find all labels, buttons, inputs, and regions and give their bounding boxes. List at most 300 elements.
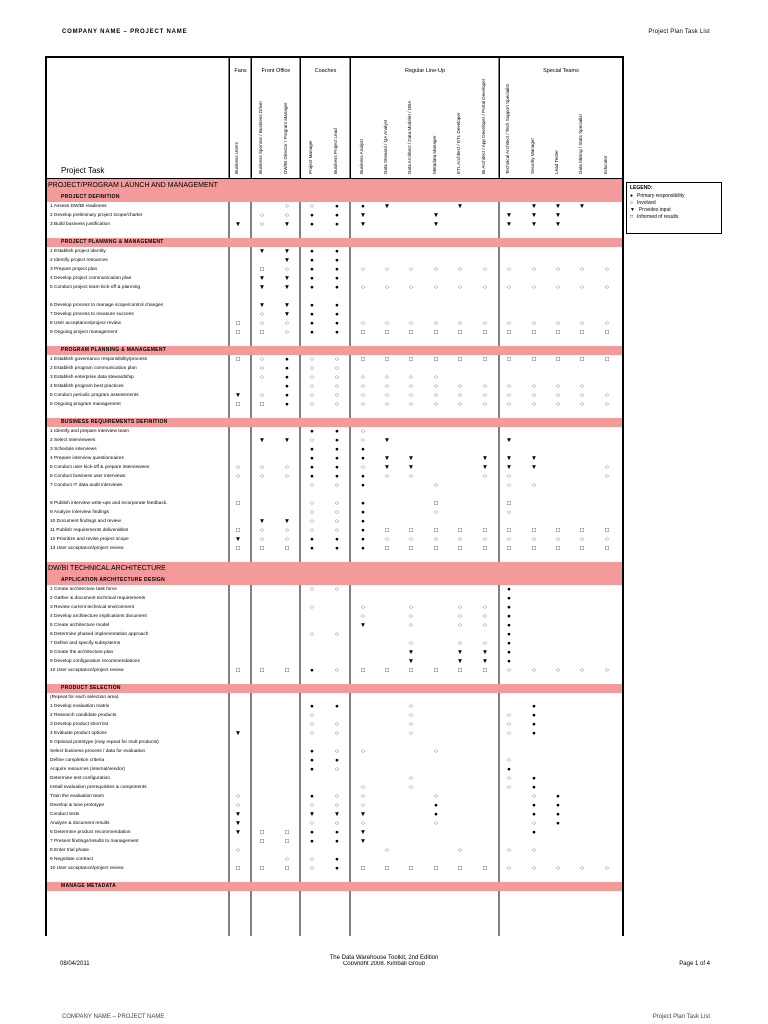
footer-book: The Data Warehouse Toolkit, 2nd Edition (329, 955, 439, 961)
task-row (47, 256, 622, 265)
legend-title: LEGEND: (630, 185, 653, 191)
responsibility-mark: ○ (361, 320, 365, 327)
responsibility-mark: ○ (434, 793, 438, 800)
responsibility-mark: ● (335, 536, 339, 543)
responsibility-mark: ○ (361, 784, 365, 791)
responsibility-mark: ● (361, 545, 365, 552)
responsibility-mark: ○ (335, 374, 339, 381)
task-label: Develop & tune prototype (50, 803, 105, 808)
responsibility-mark: □ (236, 667, 240, 674)
responsibility-mark: ○ (361, 793, 365, 800)
responsibility-mark: ○ (361, 464, 365, 471)
responsibility-mark: ○ (310, 356, 314, 363)
responsibility-mark: ○ (605, 320, 609, 327)
responsibility-mark: ▼ (234, 811, 242, 818)
responsibility-mark: ○ (507, 284, 511, 291)
responsibility-mark: ○ (310, 203, 314, 210)
responsibility-mark: ▼ (359, 212, 367, 219)
responsibility-mark: ○ (434, 284, 438, 291)
responsibility-mark: □ (483, 329, 487, 336)
responsibility-mark: □ (483, 356, 487, 363)
task-label: 5 Conduct user kick-off & prepare interviewees (50, 465, 150, 470)
responsibility-mark: □ (260, 667, 264, 674)
task-label: BUSINESS REQUIREMENTS DEFINITION (61, 419, 168, 425)
responsibility-mark: □ (285, 838, 289, 845)
task-row (47, 355, 622, 364)
task-row (47, 391, 622, 400)
responsibility-mark: ○ (335, 802, 339, 809)
responsibility-mark: ● (310, 464, 314, 471)
responsibility-mark: ○ (434, 482, 438, 489)
responsibility-mark: □ (260, 545, 264, 552)
responsibility-mark: ● (310, 757, 314, 764)
responsibility-mark: ● (361, 536, 365, 543)
task-matrix (45, 56, 624, 936)
footer-copyright: Copyright 2008, Kimball Group (342, 961, 426, 965)
responsibility-mark: ● (532, 811, 536, 818)
responsibility-mark: ○ (458, 604, 462, 611)
task-label: 3 Build business justification (50, 222, 110, 227)
responsibility-mark: ▼ (432, 212, 440, 219)
responsibility-mark: ○ (507, 509, 511, 516)
responsibility-mark: ● (310, 302, 314, 309)
responsibility-mark: ○ (580, 865, 584, 872)
responsibility-mark: ● (361, 455, 365, 462)
responsibility-mark: ○ (335, 820, 339, 827)
column-header: Security Manager (530, 137, 535, 174)
responsibility-mark: □ (507, 500, 511, 507)
task-row (47, 711, 622, 720)
legend (626, 182, 722, 234)
responsibility-mark: ○ (310, 365, 314, 372)
responsibility-mark: ▼ (283, 257, 291, 264)
responsibility-mark: ○ (310, 374, 314, 381)
responsibility-mark: □ (434, 329, 438, 336)
responsibility-mark: ● (507, 766, 511, 773)
responsibility-mark: ● (310, 748, 314, 755)
responsibility-mark: ○ (361, 748, 365, 755)
responsibility-mark: ● (335, 320, 339, 327)
footer-credit (0, 955, 768, 965)
responsibility-mark: ▼ (258, 302, 266, 309)
responsibility-mark: ▼ (481, 649, 489, 656)
responsibility-mark: ○ (260, 527, 264, 534)
responsibility-mark: ○ (483, 320, 487, 327)
task-label: Select business process / data for evaluation (50, 749, 146, 754)
responsibility-mark: □ (532, 545, 536, 552)
responsibility-mark: ▼ (234, 730, 242, 737)
column-header: Business Analyst (359, 139, 364, 174)
responsibility-mark: ○ (260, 536, 264, 543)
task-row (47, 481, 622, 490)
task-label: 5 Conduct project team kick-off & planning (50, 285, 141, 290)
responsibility-mark: ○ (556, 536, 560, 543)
task-row (47, 283, 622, 292)
responsibility-mark: □ (580, 545, 584, 552)
responsibility-mark: ▼ (283, 275, 291, 282)
responsibility-mark: ● (361, 518, 365, 525)
responsibility-mark: ● (335, 248, 339, 255)
responsibility-mark: ▼ (283, 284, 291, 291)
task-row (47, 247, 622, 256)
responsibility-mark: ▼ (359, 811, 367, 818)
responsibility-mark: ● (335, 302, 339, 309)
responsibility-mark: ○ (532, 847, 536, 854)
responsibility-mark: ● (335, 221, 339, 228)
column-group-label: Special Teams (543, 68, 579, 74)
task-label: 11 Publish requirements deliverables (50, 528, 129, 533)
task-label: Install evaluation prerequisites & components (50, 785, 147, 790)
responsibility-mark: ○ (458, 392, 462, 399)
responsibility-mark: ▼ (530, 203, 538, 210)
responsibility-mark: ○ (458, 266, 462, 273)
task-label: 9 Ongoing project management (50, 330, 118, 335)
responsibility-mark: ▼ (554, 212, 562, 219)
task-label: 7 Conduct IT data audit interviews (50, 483, 123, 488)
responsibility-mark: ● (532, 802, 536, 809)
responsibility-mark: ● (310, 536, 314, 543)
task-label: PROGRAM PLANNING & MANAGEMENT (61, 347, 167, 353)
responsibility-mark: ○ (507, 383, 511, 390)
responsibility-mark: ○ (285, 212, 289, 219)
responsibility-mark: ▼ (530, 455, 538, 462)
task-label: 4 Develop architecture implications document (50, 614, 147, 619)
responsibility-mark: ○ (236, 847, 240, 854)
responsibility-mark: ○ (361, 604, 365, 611)
task-row (47, 220, 622, 229)
responsibility-mark: ▼ (258, 248, 266, 255)
responsibility-mark: ○ (409, 374, 413, 381)
responsibility-mark: ○ (409, 392, 413, 399)
responsibility-mark: □ (236, 545, 240, 552)
responsibility-mark: ● (507, 604, 511, 611)
section-row (47, 193, 622, 202)
task-label: 1 Assess DW/BI readiness (50, 204, 107, 209)
responsibility-mark: □ (361, 667, 365, 674)
responsibility-mark: ○ (580, 284, 584, 291)
responsibility-mark: ○ (409, 284, 413, 291)
responsibility-mark: ○ (285, 856, 289, 863)
responsibility-mark: ○ (385, 473, 389, 480)
responsibility-mark: ● (310, 284, 314, 291)
task-row (47, 382, 622, 391)
responsibility-mark: ○ (385, 284, 389, 291)
responsibility-mark: ○ (335, 586, 339, 593)
responsibility-mark: ○ (310, 383, 314, 390)
task-row (47, 463, 622, 472)
responsibility-mark: ▼ (258, 518, 266, 525)
section-row (47, 238, 622, 247)
responsibility-mark: ▼ (456, 658, 464, 665)
responsibility-mark: ○ (335, 721, 339, 728)
responsibility-mark: ● (507, 586, 511, 593)
responsibility-mark: ○ (532, 320, 536, 327)
spacer-row (47, 490, 622, 499)
task-label: 2 Select interviewees (50, 438, 96, 443)
responsibility-mark: ○ (310, 802, 314, 809)
responsibility-mark: □ (556, 527, 560, 534)
task-row (47, 765, 622, 774)
task-row (47, 621, 622, 630)
responsibility-mark: □ (385, 356, 389, 363)
responsibility-mark: ○ (434, 374, 438, 381)
task-label: 6 Determine product recommendation (50, 830, 131, 835)
task-row (47, 472, 622, 481)
responsibility-mark: ○ (532, 667, 536, 674)
responsibility-mark: □ (580, 329, 584, 336)
responsibility-mark: ○ (310, 865, 314, 872)
task-row (47, 828, 622, 837)
responsibility-mark: ○ (507, 721, 511, 728)
responsibility-mark: ○ (260, 221, 264, 228)
responsibility-mark: ● (556, 811, 560, 818)
responsibility-mark: ▼ (407, 455, 415, 462)
responsibility-mark: ○ (335, 401, 339, 408)
responsibility-mark: ● (335, 865, 339, 872)
legend-symbol: ▼ (630, 207, 635, 213)
task-row (47, 864, 622, 873)
responsibility-mark: □ (385, 329, 389, 336)
responsibility-mark: ● (310, 257, 314, 264)
responsibility-mark: ● (361, 500, 365, 507)
responsibility-mark: ○ (605, 865, 609, 872)
task-label: 1 Develop evaluation matrix (50, 704, 110, 709)
task-row (47, 657, 622, 666)
column-header: Data Architect / Data Modeler / DBA (407, 100, 412, 174)
responsibility-mark: ▼ (407, 649, 415, 656)
responsibility-mark: ○ (434, 392, 438, 399)
responsibility-mark: □ (458, 545, 462, 552)
responsibility-mark: ● (532, 721, 536, 728)
task-label: 1 Establish project identity (50, 249, 106, 254)
responsibility-mark: ● (532, 784, 536, 791)
responsibility-mark: ○ (285, 536, 289, 543)
responsibility-mark: ○ (409, 622, 413, 629)
responsibility-mark: ○ (361, 428, 365, 435)
responsibility-mark: □ (361, 356, 365, 363)
responsibility-mark: ○ (236, 802, 240, 809)
responsibility-mark: ▼ (283, 518, 291, 525)
responsibility-mark: □ (483, 667, 487, 674)
responsibility-mark: ▼ (383, 455, 391, 462)
responsibility-mark: ▼ (481, 658, 489, 665)
responsibility-mark: □ (236, 356, 240, 363)
spacer-row (47, 337, 622, 346)
responsibility-mark: ▼ (283, 437, 291, 444)
responsibility-mark: ○ (409, 775, 413, 782)
responsibility-mark: ● (335, 464, 339, 471)
responsibility-mark: ▼ (234, 829, 242, 836)
responsibility-mark: □ (434, 500, 438, 507)
responsibility-mark: ● (361, 509, 365, 516)
responsibility-mark: ▼ (283, 302, 291, 309)
responsibility-mark: ● (335, 446, 339, 453)
task-label: 3 Develop product short list (50, 722, 109, 727)
column-header: Educator (603, 155, 608, 174)
responsibility-mark: ○ (335, 500, 339, 507)
spacer-row (47, 229, 622, 238)
task-row (47, 508, 622, 517)
responsibility-mark: □ (507, 329, 511, 336)
responsibility-mark: ○ (260, 320, 264, 327)
responsibility-mark: ● (507, 649, 511, 656)
task-row (47, 801, 622, 810)
responsibility-mark: ○ (361, 437, 365, 444)
responsibility-mark: ○ (361, 820, 365, 827)
responsibility-mark: ○ (385, 320, 389, 327)
task-row (47, 648, 622, 657)
responsibility-mark: ○ (385, 401, 389, 408)
task-label: PROJECT DEFINITION (61, 194, 120, 200)
responsibility-mark: ○ (605, 464, 609, 471)
responsibility-mark: ○ (605, 401, 609, 408)
responsibility-mark: □ (458, 356, 462, 363)
responsibility-mark: ○ (310, 401, 314, 408)
responsibility-mark: □ (458, 865, 462, 872)
responsibility-mark: ○ (458, 401, 462, 408)
column-header: Data Steward / QA Analyst (383, 119, 388, 174)
task-row (47, 702, 622, 711)
task-label: 10 User acceptance/project review (50, 866, 124, 871)
responsibility-mark: □ (507, 356, 511, 363)
responsibility-mark: ○ (483, 284, 487, 291)
responsibility-mark: ○ (236, 473, 240, 480)
task-row (47, 783, 622, 792)
responsibility-mark: □ (556, 545, 560, 552)
task-label: 6 Conduct business user interviews (50, 474, 126, 479)
responsibility-mark: ○ (335, 793, 339, 800)
responsibility-mark: ● (434, 802, 438, 809)
responsibility-mark: ○ (532, 482, 536, 489)
responsibility-mark: ▼ (530, 464, 538, 471)
responsibility-mark: □ (556, 329, 560, 336)
task-label: 8 User acceptance/project review (50, 321, 121, 326)
task-label: 3 Review current technical environment (50, 605, 134, 610)
responsibility-mark: ○ (310, 509, 314, 516)
responsibility-mark: ● (285, 356, 289, 363)
legend-text: Primary responsibility (637, 193, 685, 199)
responsibility-mark: ○ (580, 667, 584, 674)
column-header-block (47, 58, 622, 179)
task-row (47, 720, 622, 729)
legend-item (630, 207, 718, 214)
responsibility-mark: ○ (335, 482, 339, 489)
responsibility-mark: ○ (260, 365, 264, 372)
section-row (47, 346, 622, 355)
responsibility-mark: ○ (605, 284, 609, 291)
responsibility-mark: ▼ (234, 536, 242, 543)
responsibility-mark: ● (310, 473, 314, 480)
responsibility-mark: □ (605, 545, 609, 552)
responsibility-mark: ○ (483, 392, 487, 399)
responsibility-mark: ○ (556, 401, 560, 408)
responsibility-mark: ○ (434, 401, 438, 408)
task-row (47, 364, 622, 373)
responsibility-mark: □ (434, 356, 438, 363)
task-row (47, 630, 622, 639)
responsibility-mark: ▼ (505, 455, 513, 462)
responsibility-mark: ○ (556, 383, 560, 390)
task-label: 2 Research candidate products (50, 713, 117, 718)
responsibility-mark: ○ (285, 329, 289, 336)
responsibility-mark: ○ (385, 383, 389, 390)
responsibility-mark: ○ (385, 847, 389, 854)
responsibility-mark: ○ (507, 784, 511, 791)
responsibility-mark: ○ (605, 667, 609, 674)
task-label: 2 Establish program communication plan (50, 366, 137, 371)
responsibility-mark: ● (507, 613, 511, 620)
responsibility-mark: □ (409, 545, 413, 552)
task-label: 6 Develop process to manage scope/control changes (50, 303, 164, 308)
responsibility-mark: ○ (532, 392, 536, 399)
responsibility-mark: ● (507, 595, 511, 602)
responsibility-mark: ○ (409, 712, 413, 719)
task-label: 10 User acceptance/project review (50, 668, 124, 673)
responsibility-mark: ○ (556, 320, 560, 327)
task-label: 7 Define and specify subsystems (50, 641, 121, 646)
task-label: APPLICATION ARCHITECTURE DESIGN (61, 577, 166, 583)
responsibility-mark: ○ (458, 320, 462, 327)
responsibility-mark: ● (434, 811, 438, 818)
spacer-row (47, 553, 622, 562)
responsibility-mark: ○ (260, 212, 264, 219)
responsibility-mark: ○ (285, 464, 289, 471)
responsibility-mark: ▼ (234, 392, 242, 399)
responsibility-mark: □ (385, 667, 389, 674)
responsibility-mark: ● (310, 838, 314, 845)
responsibility-mark: ○ (532, 383, 536, 390)
responsibility-mark: ○ (285, 320, 289, 327)
responsibility-mark: □ (458, 527, 462, 534)
responsibility-mark: ● (361, 203, 365, 210)
responsibility-mark: ○ (458, 284, 462, 291)
responsibility-mark: ○ (361, 383, 365, 390)
responsibility-mark: ▼ (383, 203, 391, 210)
responsibility-mark: ○ (434, 266, 438, 273)
responsibility-mark: ● (532, 712, 536, 719)
legend-symbol: ● (630, 193, 634, 199)
responsibility-mark: ○ (507, 712, 511, 719)
page-number: Page 1 of 4 (679, 961, 710, 967)
responsibility-mark: □ (260, 266, 264, 273)
task-row (47, 792, 622, 801)
responsibility-mark: ○ (310, 730, 314, 737)
responsibility-mark: ○ (434, 509, 438, 516)
responsibility-mark: ○ (310, 820, 314, 827)
task-label: 8 Create the architecture plan (50, 650, 114, 655)
responsibility-mark: ▼ (578, 203, 586, 210)
responsibility-mark: □ (260, 829, 264, 836)
responsibility-mark: ● (361, 482, 365, 489)
column-header: Business Project Lead (333, 128, 338, 174)
task-label: 12 Prioritize and revise project scope (50, 537, 129, 542)
company-project-header: COMPANY NAME – PROJECT NAME (62, 29, 188, 35)
responsibility-mark: ○ (507, 392, 511, 399)
responsibility-mark: ○ (409, 536, 413, 543)
responsibility-mark: ▼ (283, 311, 291, 318)
responsibility-mark: □ (236, 329, 240, 336)
responsibility-mark: ○ (507, 667, 511, 674)
responsibility-mark: ● (335, 257, 339, 264)
task-label: (Repeat for each selection area) (50, 695, 119, 700)
responsibility-mark: ○ (361, 401, 365, 408)
responsibility-mark: □ (507, 527, 511, 534)
responsibility-mark: ○ (361, 374, 365, 381)
responsibility-mark: □ (434, 527, 438, 534)
responsibility-mark: ○ (532, 793, 536, 800)
task-row (47, 400, 622, 409)
responsibility-mark: ● (507, 658, 511, 665)
